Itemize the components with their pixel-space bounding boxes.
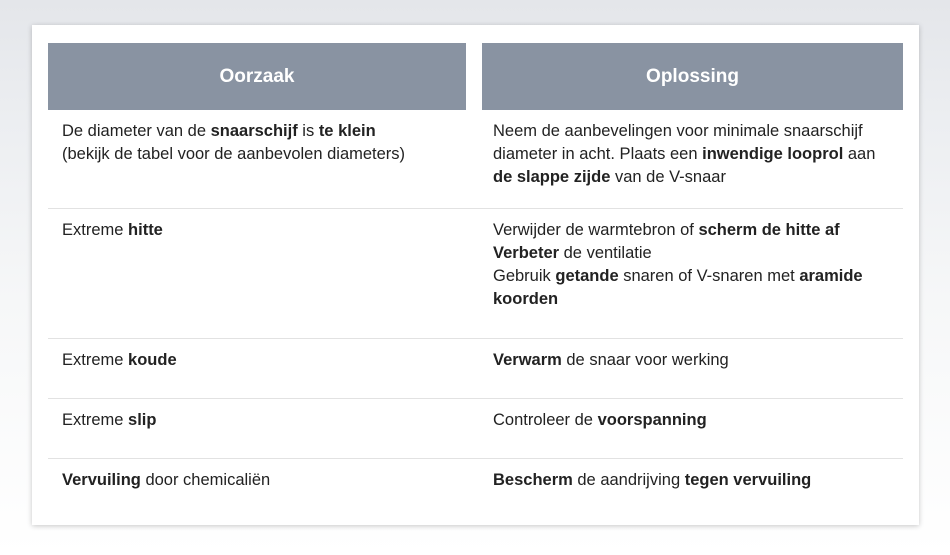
bold-text: te klein [318, 122, 376, 140]
solution-cell [493, 219, 905, 311]
bold-text: scherm de hitte af [698, 221, 840, 239]
bold-text: Vervuiling [62, 471, 141, 489]
text-run: van de V-snaar [610, 168, 726, 186]
text-run: aan [843, 145, 876, 163]
cell-line [493, 469, 905, 492]
solution-cell [493, 469, 905, 492]
text-run: (bekijk de tabel voor de aanbevolen diameters) [62, 145, 406, 163]
header-cause [48, 43, 466, 110]
table-row [48, 339, 903, 399]
text-run: Neem de aanbevelingen voor minimale snaarschijf [493, 122, 863, 140]
bold-text: de slappe zijde [493, 168, 611, 186]
cause-cell [62, 349, 462, 372]
table-row [48, 209, 903, 339]
table-row [48, 459, 903, 518]
text-run: de ventilatie [559, 244, 652, 262]
header-solution-label: Oplossing [646, 65, 739, 87]
text-run: Extreme [62, 411, 129, 429]
bold-text: voorspanning [597, 411, 707, 429]
cell-line [62, 409, 462, 432]
cell-line [62, 143, 462, 166]
solution-cell [493, 349, 905, 372]
cell-line [62, 120, 462, 143]
bold-text: koorden [493, 290, 559, 308]
text-run: door chemicaliën [140, 471, 271, 489]
cell-line [62, 349, 462, 372]
bold-text: snaarschijf [210, 122, 298, 140]
text-run: Extreme [62, 351, 129, 369]
troubleshooting-table [32, 25, 919, 525]
text-run: diameter in acht. Plaats een [493, 145, 703, 163]
bold-text: aramide [799, 267, 863, 285]
cell-line [493, 166, 905, 189]
text-run: Verwijder de warmtebron of [493, 221, 699, 239]
cell-line [493, 409, 905, 432]
cause-cell [62, 469, 462, 492]
cause-cell [62, 219, 462, 242]
bold-text: slip [128, 411, 157, 429]
cause-cell [62, 409, 462, 432]
bold-text: inwendige looprol [702, 145, 844, 163]
bold-text: Verbeter [493, 244, 560, 262]
cell-line [493, 288, 905, 311]
solution-cell [493, 120, 905, 189]
solution-cell [493, 409, 905, 432]
cell-line [493, 143, 905, 166]
bold-text: hitte [128, 221, 163, 239]
bold-text: koude [128, 351, 177, 369]
header-cause-label: Oorzaak [219, 65, 295, 87]
bold-text: Verwarm [493, 351, 562, 369]
cell-line [493, 265, 905, 288]
text-run: is [297, 122, 319, 140]
bold-text: getande [555, 267, 619, 285]
bold-text: tegen vervuiling [684, 471, 812, 489]
text-run: snaren of V-snaren met [618, 267, 800, 285]
cell-line [493, 120, 905, 143]
text-run: Gebruik [493, 267, 556, 285]
text-run: Controleer de [493, 411, 598, 429]
table-row [48, 110, 903, 209]
cell-line [493, 349, 905, 372]
cell-line [493, 242, 905, 265]
cell-line [493, 219, 905, 242]
text-run: de aandrijving [572, 471, 685, 489]
table-row [48, 399, 903, 459]
bold-text: Bescherm [493, 471, 573, 489]
cause-cell [62, 120, 462, 166]
header-solution [482, 43, 903, 110]
text-run: Extreme [62, 221, 129, 239]
text-run: de snaar voor werking [561, 351, 729, 369]
text-run: De diameter van de [62, 122, 211, 140]
cell-line [62, 469, 462, 492]
cell-line [62, 219, 462, 242]
